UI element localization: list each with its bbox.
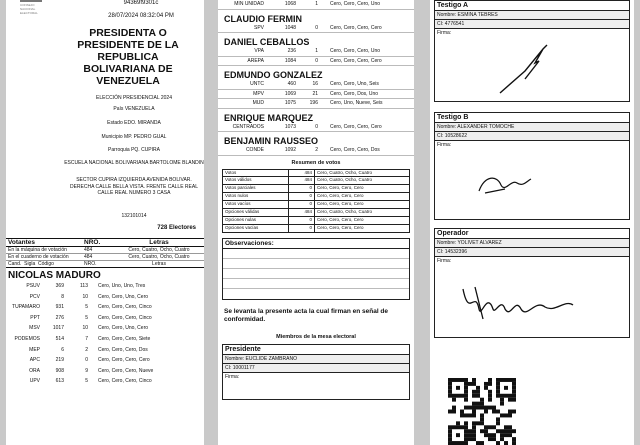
municipio: Municipio MP. PEDRO GUAL — [101, 134, 167, 140]
party-row: VPA 236 1 Cero, Cero, Cero, Uno — [218, 47, 414, 57]
party-row: UNTC 460 16 Cero, Cero, Uno, Seis — [218, 80, 414, 90]
votantes-row: En el cuaderno de votación 484 Cero, Cuatro, Ocho, Cuatro — [6, 254, 204, 261]
party-row: UPV 613 5 Cero, Cero, Cero, Cinco — [29, 378, 152, 385]
resumen-title: Resumen de votos — [291, 159, 341, 166]
operador-box: Operador Nombre: YOLIVET ALVAREZ CI: 14532396 Firma: — [434, 228, 630, 338]
qr-code — [448, 378, 516, 445]
resumen-row: Opciones nulas 0 Cero, Cero, Cero, Cero — [223, 216, 410, 224]
acta-serial: 94369f9301c — [123, 0, 159, 6]
acta-title: PRESIDENTA O PRESIDENTE DE LA REPUBLICA BOLIVARIANA DE VENEZUELA — [77, 27, 179, 88]
observaciones-box: Observaciones: — [222, 238, 410, 300]
estado: Estado EDO. MIRANDA — [107, 120, 161, 126]
parroquia: Parroquia PQ. CUPIRA — [108, 147, 160, 153]
resumen-row: Opciones vacías 0 Cero, Cero, Cero, Cero — [223, 224, 410, 232]
candidate-list — [218, 15, 414, 156]
signature-testigo-a — [495, 41, 555, 96]
party-row: AREPA 1084 0 Cero, Cero, Cero, Cero — [218, 57, 414, 67]
party-row: PPT 276 5 Cero, Cero, Cero, Cinco — [30, 314, 152, 321]
party-row: PSUV 369 113 Cero, Uno, Uno, Tres — [26, 283, 146, 289]
pais: País VENEZUELA — [113, 106, 155, 112]
acta-column-left — [6, 0, 204, 445]
presidente-nombre: Nombre: EUCLIDE ZAMBRANO — [223, 355, 409, 364]
votantes-row: En la máquina de votación 484 Cero, Cuatro, Ocho, Cuatro — [6, 247, 204, 254]
party-row: TUPAMARO 931 5 Cero, Cero, Cero, Cinco — [12, 304, 152, 311]
candidate-name: DANIEL CEBALLOS — [224, 37, 310, 47]
electores-count: 728 Electores — [157, 225, 196, 231]
party-row: MSV 1017 10 Cero, Cero, Uno, Cero — [29, 325, 149, 332]
testigo-b-box: Testigo B Nombre: ALEXANDER TOMOCHE CI: 10528622 Firma: — [434, 112, 630, 220]
resumen-row: Votos válidos 484 Cero, Cuatro, Ocho, Cuatro — [223, 177, 410, 185]
party-row: CONDE 1092 2 Cero, Cero, Cero, Dos — [218, 146, 414, 156]
resumen-row: Votos vacíos 0 Cero, Cero, Cero, Cero — [223, 201, 410, 209]
direccion: SECTOR CUPIRA IZQUIERDA AVENIDA BOLIVAR. DERECHA CALLE BELLA VISTA. FRENTE CALLE REAL CALLE REAL NUMERO 3 CASA — [69, 177, 198, 196]
presidente-firma: Firma: — [225, 373, 240, 380]
resumen-row: Opciones válidas 484 Cero, Cuatro, Ocho, Cuatro — [223, 209, 410, 217]
candidate-name: EDMUNDO GONZALEZ — [224, 70, 323, 80]
acta-column-middle — [218, 0, 414, 445]
candidate-name: ENRIQUE MARQUEZ — [224, 112, 314, 123]
acta-column-right — [430, 0, 634, 445]
party-row: SPV 1048 0 Cero, Cero, Cero, Cero — [218, 24, 414, 34]
votantes-table — [6, 238, 204, 387]
party-row: PCV 8 10 Cero, Cero, Uno, Cero — [29, 293, 149, 300]
cne-logo: CONSEJO NACIONAL ELECTORAL — [20, 0, 42, 7]
resumen-table — [222, 169, 410, 233]
testigo-a-box: Testigo A Nombre: ESMINA TEBRES CI: 4776541 Firma: — [434, 0, 630, 102]
acta-date: 28/07/2024 08:32:04 PM — [108, 13, 174, 19]
party-row: MUD 1075 196 Cero, Uno, Nueve, Seis — [218, 99, 414, 109]
conformidad-text: Se levanta la presente acta la cual firman en señal de conformidad. — [224, 307, 389, 324]
resumen-row: Votos parciales 0 Cero, Cero, Cero, Cero — [223, 185, 410, 193]
party-row: ORA 908 9 Cero, Cero, Cero, Nueve — [29, 367, 154, 374]
candidate-name: CLAUDIO FERMIN — [224, 13, 302, 24]
maduro-party-rows — [6, 281, 204, 387]
party-row: CENTRADOS 1073 0 Cero, Cero, Cero, Cero — [218, 123, 414, 133]
votantes-header: Votantes — [6, 239, 82, 247]
candidate-name: NICOLAS MADURO — [8, 270, 101, 281]
party-row: PODEMOS 514 7 Cero, Cero, Cero, Siete — [14, 335, 151, 342]
candidate-name: BENJAMIN RAUSSEO — [224, 136, 319, 146]
nro-header: NRO. — [82, 239, 114, 247]
party-row: APC 219 0 Cero, Cero, Cero, Cero — [29, 357, 150, 364]
presidente-ci: CI: 10001177 — [223, 364, 409, 373]
presidente-box: Presidente Nombre: EUCLIDE ZAMBRANO CI: 10001177 Firma: — [222, 344, 410, 400]
signature-operador — [455, 279, 585, 324]
resumen-row: Votos nulos 0 Cero, Cero, Cero, Cero — [223, 193, 410, 201]
party-row: MEP 6 2 Cero, Cero, Cero, Dos — [29, 346, 148, 353]
party-row: MPV 1069 21 Cero, Cero, Dos, Uno — [218, 90, 414, 100]
column-subheader: Cand. Sigla Código NRO. Letras — [6, 261, 204, 268]
escuela: ESCUELA NACIONAL BOLIVARIANA BARTOLOME BLANDIN — [64, 160, 204, 166]
eleccion: ELECCIÓN PRESIDENCIAL 2024 — [96, 95, 172, 101]
codigo-centro: 132101014 — [121, 213, 147, 219]
signature-testigo-b — [475, 171, 535, 201]
party-row: MIN UNIDAD 1068 1 Cero, Cero, Cero, Uno — [218, 0, 414, 10]
letras-header: Letras — [114, 239, 204, 247]
resumen-row: Votos 484 Cero, Cuatro, Ocho, Cuatro — [223, 169, 410, 177]
mesa-title: Miembros de la mesa electoral — [276, 333, 356, 340]
